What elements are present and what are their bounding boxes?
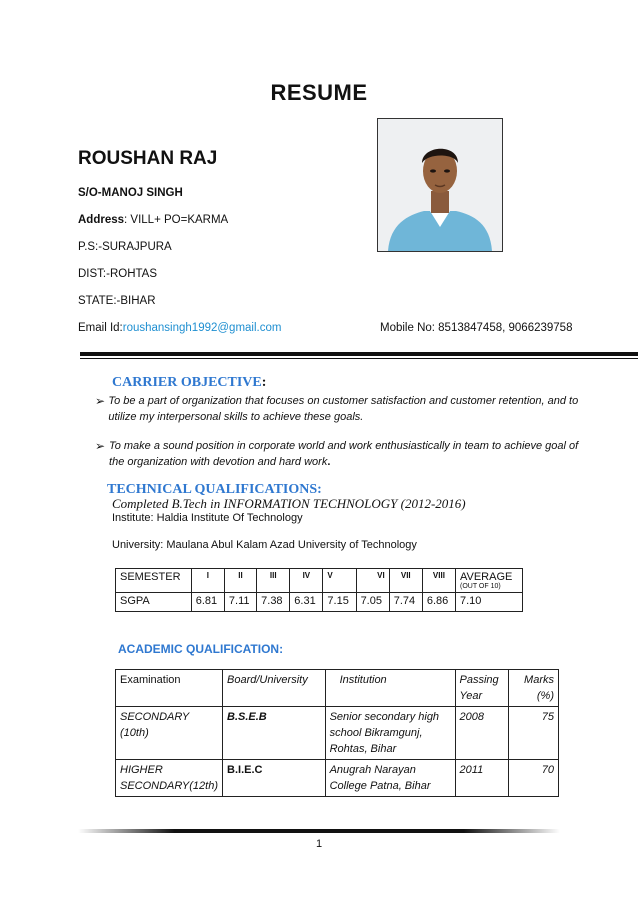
objective-item (95, 393, 595, 425)
address-line (78, 214, 228, 226)
semester-cell: VIII (422, 569, 455, 593)
table-row (116, 670, 559, 707)
profile-photo-image (378, 119, 502, 251)
carrier-objective-heading (112, 375, 266, 391)
year-cell: 2011 (455, 760, 509, 797)
table-row (116, 593, 523, 612)
header-institution: Institution (325, 670, 455, 707)
carrier-objective-colon: : (261, 375, 267, 390)
year-cell: 2008 (455, 707, 509, 760)
sgpa-value: 7.05 (356, 593, 389, 612)
address-value: : VILL+ PO=KARMA (124, 214, 229, 226)
table-row (116, 569, 523, 593)
objective-text: To make a sound position in corporate world and work enthusiastically in team to achieve goal of the organization with devotion and hard work. (109, 440, 579, 468)
page-number: 1 (315, 838, 323, 850)
academic-qualification-heading: ACADEMIC QUALIFICATION: (118, 642, 284, 656)
board-cell: B.I.E.C (223, 760, 326, 797)
sgpa-value: 6.81 (191, 593, 224, 612)
header-examination: Examination (116, 670, 223, 707)
exam-sub: (10th) (120, 727, 149, 739)
average-label: AVERAGE (459, 571, 513, 583)
sgpa-value: 6.31 (290, 593, 323, 612)
semester-cell: III (257, 569, 290, 593)
exam-name: SECONDARY (120, 711, 190, 723)
address-label: Address (78, 214, 125, 226)
district: DIST:-ROHTAS (78, 268, 158, 280)
academic-table (115, 669, 559, 797)
sgpa-value: 6.86 (422, 593, 455, 612)
profile-photo (377, 118, 503, 252)
email-label: Email Id: (78, 322, 123, 334)
objective-text: To be a part of organization that focuses on customer satisfaction and customer retention, and to utilize my interpersonal skills to achieve these goals. (108, 395, 579, 423)
semester-cell: VII (389, 569, 422, 593)
header-passing-year: Passing Year (455, 670, 509, 707)
degree-completed: Completed B.Tech in INFORMATION TECHNOLOGY (2012-2016) (112, 496, 466, 511)
footer-divider (78, 829, 560, 833)
candidate-name: ROUSHAN RAJ (78, 148, 218, 169)
header-marks: Marks (%) (509, 670, 559, 707)
exam-sub: SECONDARY(12th) (120, 780, 219, 792)
sgpa-label: SGPA (116, 593, 192, 612)
sgpa-value: 7.11 (224, 593, 256, 612)
marks-cell: 75 (509, 707, 559, 760)
sgpa-value: 7.15 (323, 593, 356, 612)
university-line: University: Maulana Abul Kalam Azad University of Technology (112, 539, 417, 551)
semester-cell: II (224, 569, 256, 593)
arrow-bullet-icon: ➢ (95, 394, 106, 408)
table-row (116, 760, 559, 797)
semester-header: SEMESTER (116, 569, 192, 593)
institution-cell: Senior secondary high school Bikramgunj, Rohtas, Bihar (325, 707, 455, 760)
police-station: P.S:-SURAJPURA (78, 241, 172, 253)
institution-cell: Anugrah Narayan College Patna, Bihar (325, 760, 455, 797)
semester-cell: IV (290, 569, 323, 593)
semester-cell: VI (356, 569, 389, 593)
carrier-objective-heading-text: CARRIER OBJECTIVE (112, 375, 262, 390)
arrow-bullet-icon: ➢ (95, 439, 106, 453)
average-sublabel: (OUT OF 10) (459, 583, 501, 590)
board-cell: B.S.E.B (223, 707, 326, 760)
exam-cell (116, 760, 223, 797)
email-link[interactable]: roushansingh1992@gmail.com (122, 322, 282, 334)
institute-line: Institute: Haldia Institute Of Technology (112, 512, 303, 524)
parent-name: S/O-MANOJ SINGH (78, 187, 183, 199)
exam-cell (116, 707, 223, 760)
average-header (455, 569, 522, 593)
semester-cell: I (191, 569, 224, 593)
sgpa-table (115, 568, 523, 612)
resume-title: RESUME (270, 80, 368, 105)
exam-name: HIGHER (120, 764, 163, 776)
email-line (78, 322, 281, 334)
mobile-number: Mobile No: 8513847458, 9066239758 (380, 322, 573, 334)
objective-text-body: To make a sound position in corporate world and work enthusiastically in team to achieve goal of the organization with devotion and hard work (109, 440, 579, 468)
sgpa-value: 7.38 (257, 593, 290, 612)
header-divider-thin (80, 358, 638, 359)
sgpa-value: 7.74 (389, 593, 422, 612)
marks-cell: 70 (509, 760, 559, 797)
objective-item (95, 438, 595, 470)
table-row (116, 707, 559, 760)
sgpa-average: 7.10 (455, 593, 522, 612)
header-board: Board/University (223, 670, 326, 707)
semester-cell: V (323, 569, 356, 593)
header-divider (80, 352, 638, 356)
technical-qualifications-heading: TECHNICAL QUALIFICATIONS: (107, 482, 322, 497)
state: STATE:-BIHAR (78, 295, 156, 307)
